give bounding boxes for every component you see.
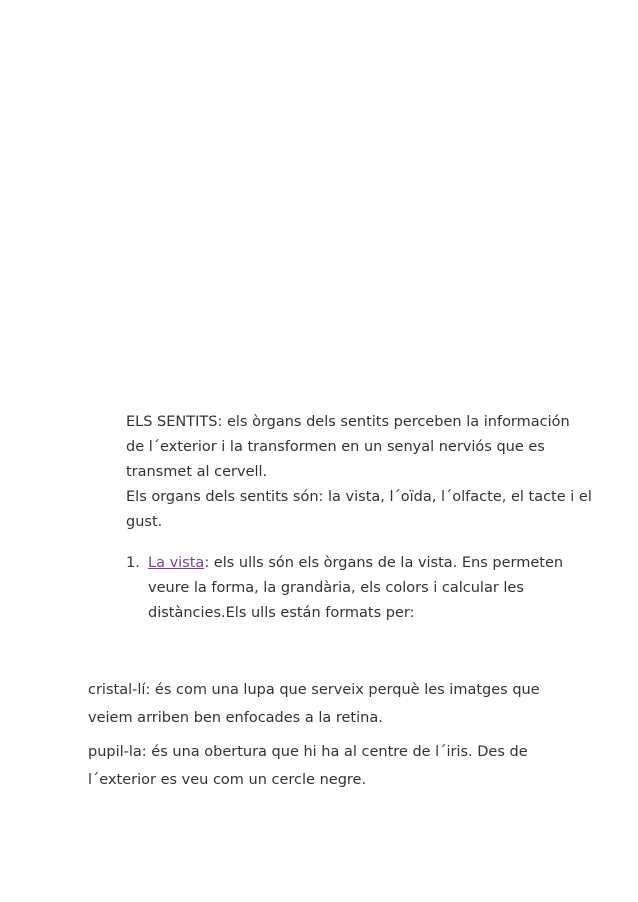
list-item-text: : els ulls són els òrgans de la vista. Ens permeten: [204, 555, 564, 571]
paragraph-line: l´exterior es veu com un cercle negre.: [88, 772, 367, 788]
intro-line: Els organs dels sentits són: la vista, l´oïda, l´olfacte, el tacte i el: [126, 489, 592, 505]
intro-line: transmet al cervell.: [126, 464, 268, 480]
intro-line: de l´exterior i la transformen en un senyal nerviós que es: [126, 439, 545, 455]
cristal-paragraph: [88, 676, 558, 732]
numbered-list: [126, 551, 566, 626]
intro-line: ELS SENTITS: els òrgans dels sentits perceben la información: [126, 414, 570, 430]
paragraph-line: pupil-la: és una obertura que hi ha al centre de l´iris. Des de: [88, 744, 528, 760]
list-number: 1.: [126, 555, 140, 571]
list-item-line: distàncies.Els ulls están formats per:: [148, 605, 415, 621]
paragraph-line: veiem arriben ben enfocades a la retina.: [88, 710, 383, 726]
intro-line: gust.: [126, 514, 163, 530]
paragraph-line: cristal-lí: és com una lupa que serveix perquè les imatges que: [88, 682, 540, 698]
pupil-paragraph: [88, 738, 558, 794]
list-item: [126, 551, 566, 626]
intro-paragraph: [126, 410, 592, 535]
list-item-line: [148, 551, 566, 576]
la-vista-link[interactable]: La vista: [148, 555, 205, 571]
list-item-line: veure la forma, la grandària, els colors i calcular les: [148, 580, 524, 596]
